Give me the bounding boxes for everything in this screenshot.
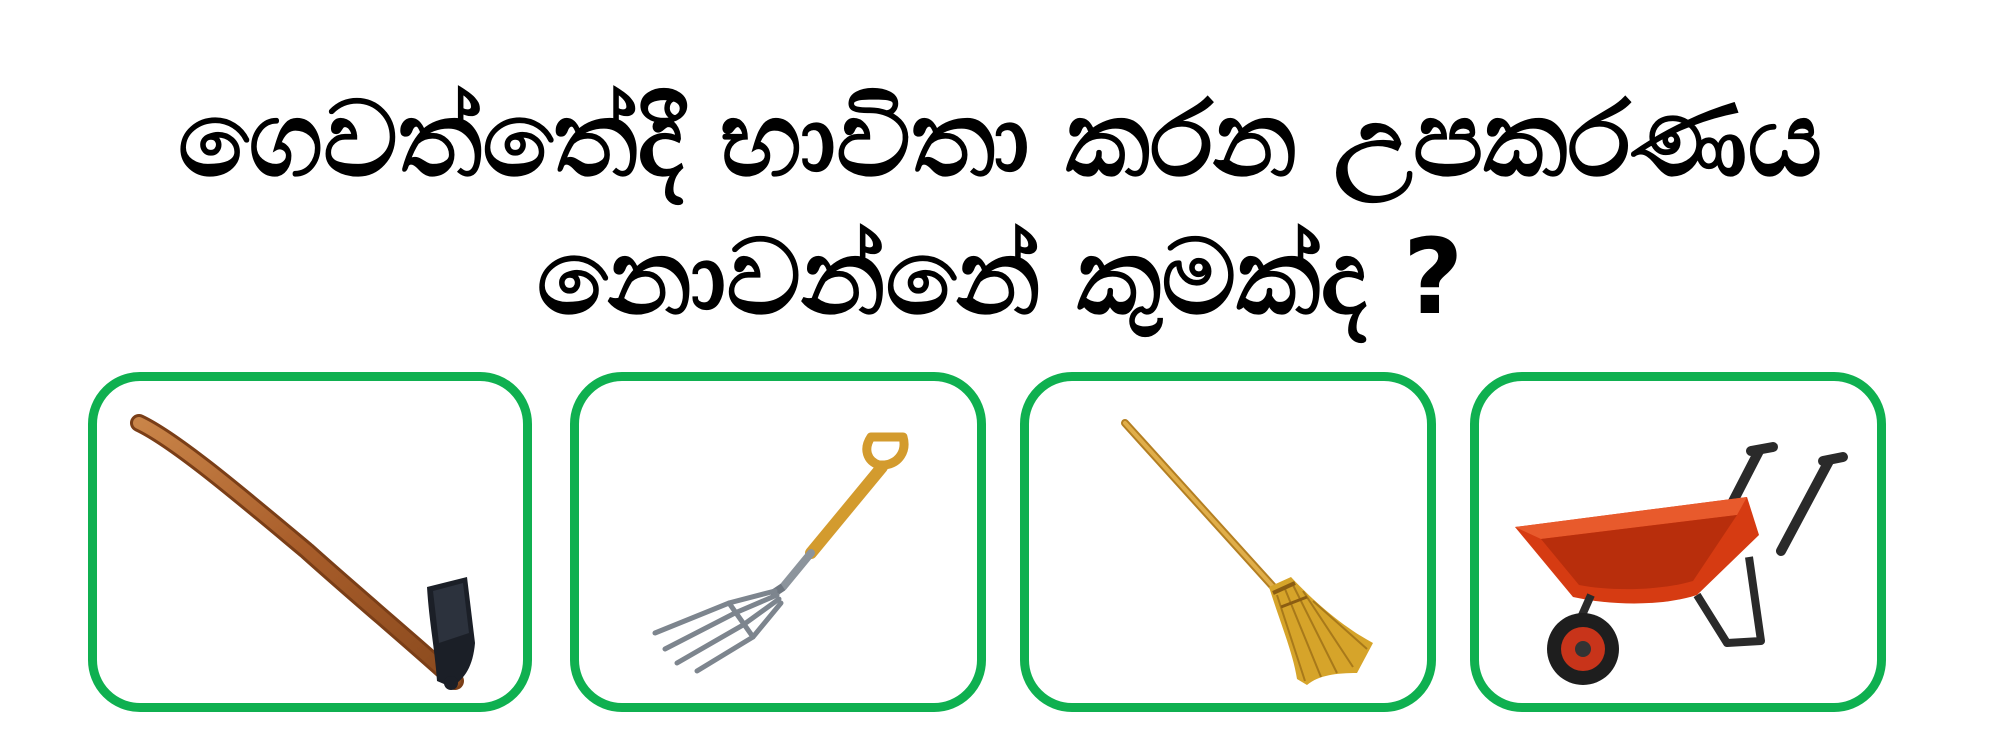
option-garden-fork[interactable] [570,372,986,712]
option-hoe[interactable] [88,372,532,712]
option-broom[interactable] [1020,372,1436,712]
hoe-icon [97,381,523,703]
wheelbarrow-icon [1479,381,1877,703]
question-text [0,70,2000,346]
question-line-1: ගෙවත්තේදී භාවිතා කරන උපකරණය [177,78,1823,200]
garden-fork-icon [579,381,977,703]
answer-options [0,372,2000,712]
broom-icon [1029,381,1427,703]
question-line-2: නොවන්නේ කුමක්ද ? [536,216,1464,338]
option-wheelbarrow[interactable] [1470,372,1886,712]
